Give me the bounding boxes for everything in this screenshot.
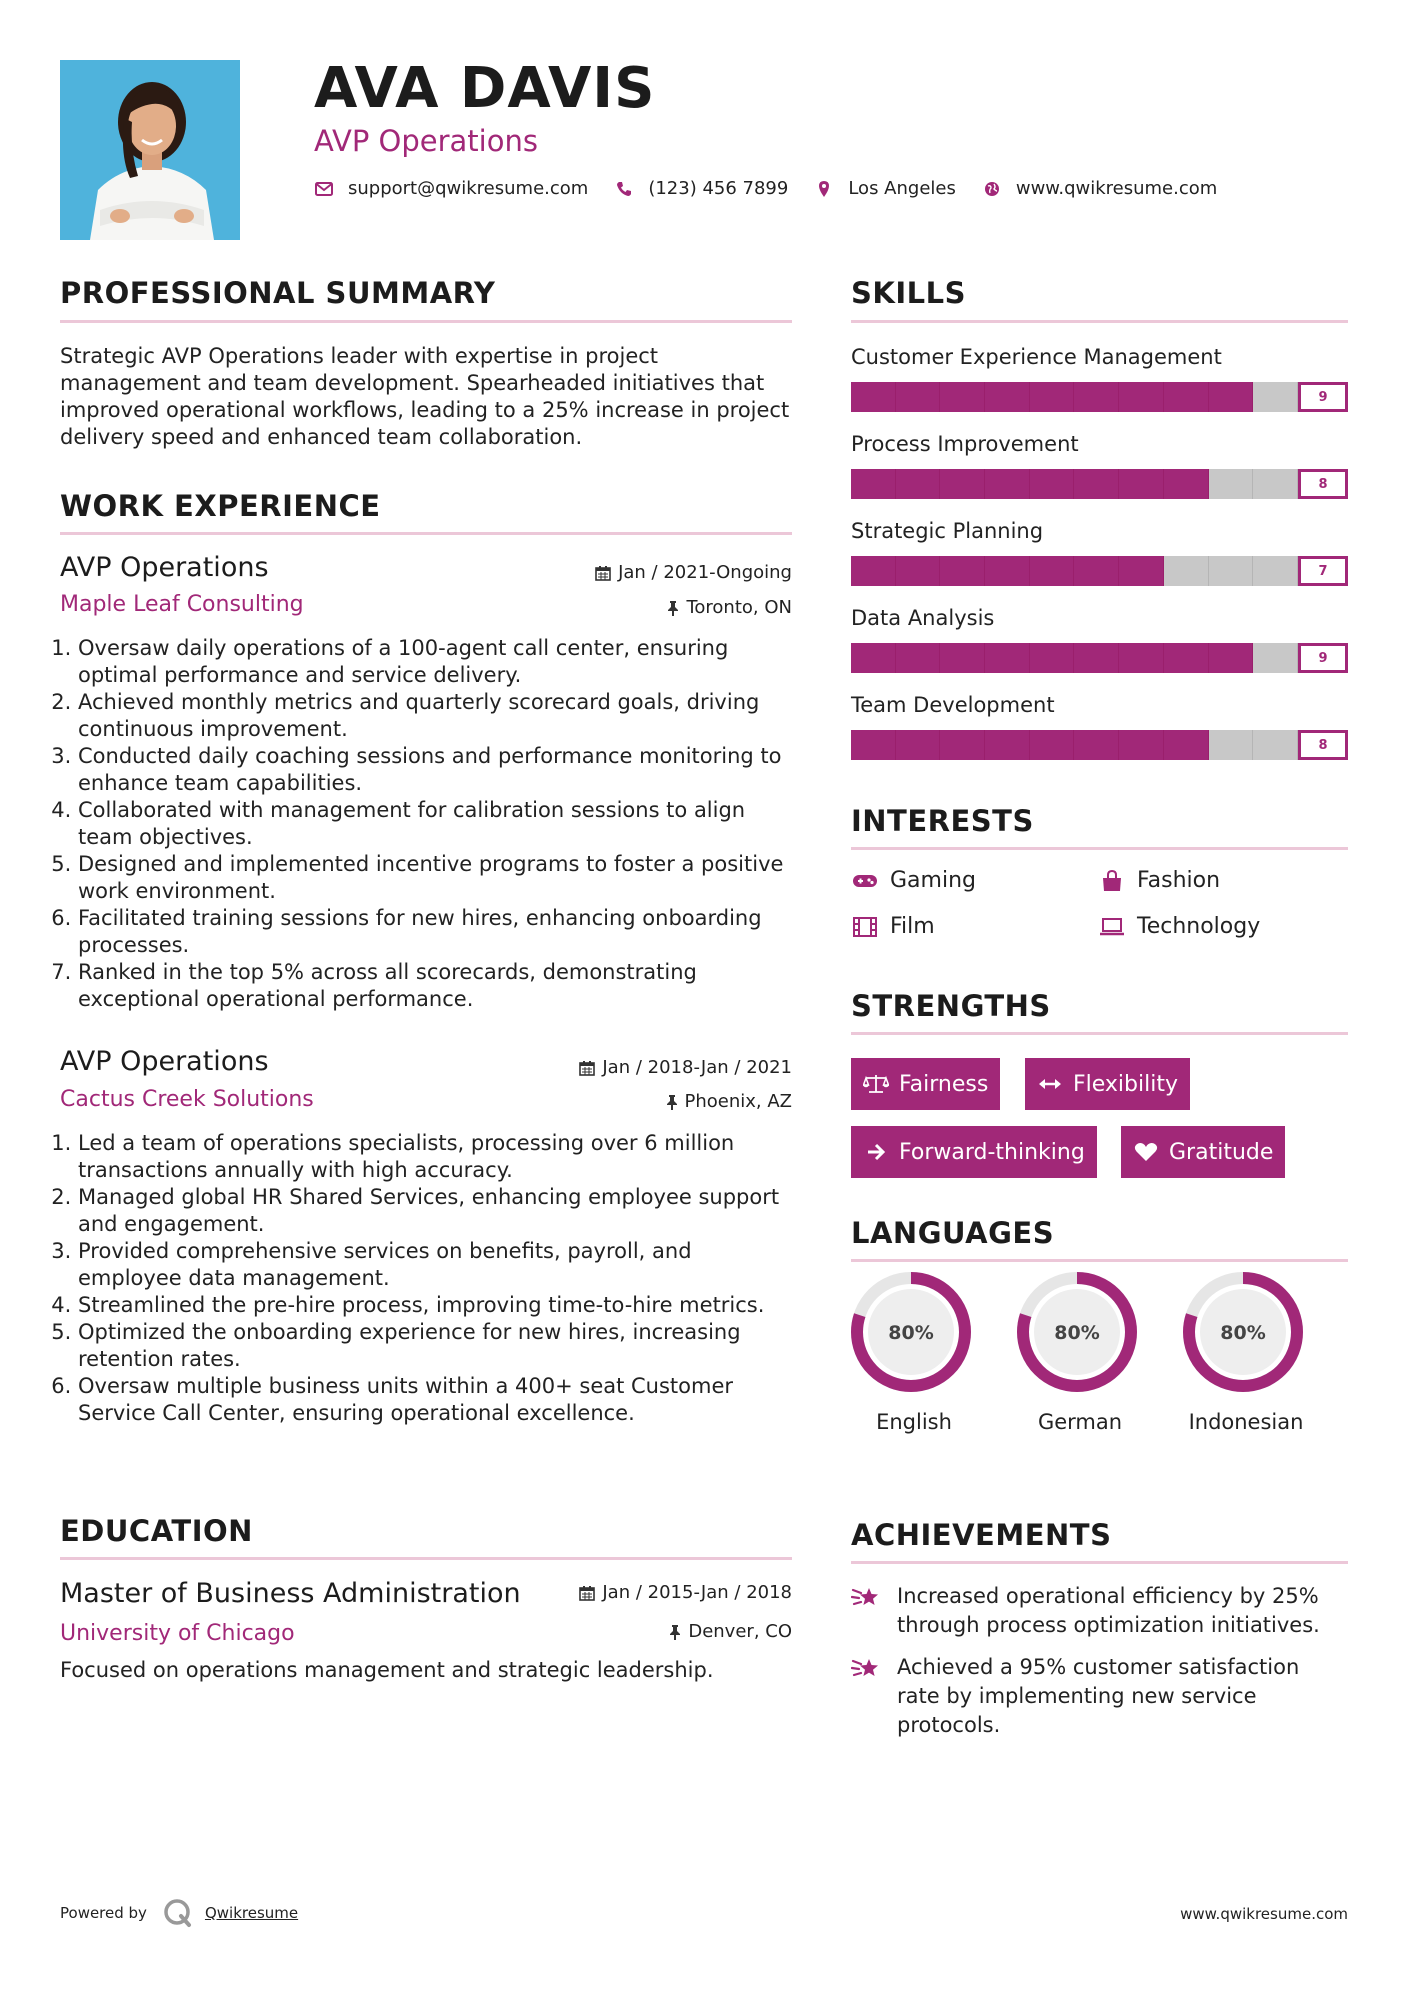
skill-bar-segment <box>851 643 896 673</box>
shooting-star-icon <box>851 1584 881 1612</box>
phone-text: (123) 456 7899 <box>648 178 789 199</box>
interest-item: Fashion <box>1098 868 1220 893</box>
achievement-item: Increased operational efficiency by 25% through process optimization initiatives. <box>851 1582 1348 1640</box>
skill-bar-segment <box>985 469 1030 499</box>
language-progress-ring <box>1181 1270 1305 1394</box>
interest-item: Film <box>851 914 935 939</box>
education-heading: EDUCATION <box>60 1514 253 1548</box>
language-item <box>1007 1270 1147 1394</box>
job-title: AVP Operations <box>60 1046 269 1077</box>
summary-divider <box>60 320 792 323</box>
education-dates: Jan / 2015-Jan / 2018 <box>500 1582 792 1603</box>
calendar-icon <box>579 1060 595 1076</box>
skill-name: Customer Experience Management <box>851 345 1222 369</box>
balance-scale-icon <box>863 1073 889 1095</box>
skill-bar-segment <box>1209 643 1254 673</box>
skills-heading: SKILLS <box>851 276 966 310</box>
calendar-icon <box>595 565 611 581</box>
skill-level-badge: 7 <box>1298 556 1348 586</box>
summary-heading: PROFESSIONAL SUMMARY <box>60 276 496 310</box>
skill-bar-segment <box>1074 730 1119 760</box>
skill-bar-segment <box>940 469 985 499</box>
skill-bar-segment <box>851 556 896 586</box>
pushpin-icon <box>667 600 679 616</box>
film-icon <box>851 915 879 939</box>
skill-bar <box>851 382 1298 412</box>
skill-bar-segment <box>1164 556 1209 586</box>
skill-level-badge: 8 <box>1298 469 1348 499</box>
skill-bar-segment <box>1164 382 1209 412</box>
website-text: www.qwikresume.com <box>1015 178 1218 199</box>
shooting-star-icon <box>851 1655 881 1683</box>
list-item: 2. Achieved monthly metrics and quarterly scorecard goals, driving continuous improvement. <box>78 689 792 743</box>
language-percent-label: 80% <box>1054 1322 1100 1344</box>
skill-bar-segment <box>1030 382 1075 412</box>
map-pin-icon <box>814 179 834 199</box>
skill-bar-segment <box>1253 556 1298 586</box>
profile-photo <box>60 60 240 240</box>
phone-icon <box>614 179 634 199</box>
interest-item: Gaming <box>851 868 976 893</box>
skill-bar-segment <box>896 469 941 499</box>
contact-location <box>814 178 956 199</box>
strength-tag: Fairness <box>851 1058 1000 1110</box>
language-name: German <box>1037 1410 1123 1434</box>
heart-icon <box>1133 1141 1159 1163</box>
language-name: English <box>876 1410 952 1434</box>
education-description: Focused on operations management and strategic leadership. <box>60 1658 714 1682</box>
skill-bar-segment <box>896 556 941 586</box>
contact-website[interactable] <box>982 178 1217 199</box>
skill-bar-segment <box>985 382 1030 412</box>
skill-bar-segment <box>1074 643 1119 673</box>
list-item: 3. Provided comprehensive services on benefits, payroll, and employee data management. <box>78 1238 792 1292</box>
email-text: support@qwikresume.com <box>348 178 589 199</box>
experience-heading: WORK EXPERIENCE <box>60 489 381 523</box>
list-item: 1. Oversaw daily operations of a 100-agent call center, ensuring optimal performance and service delivery. <box>78 635 792 689</box>
skill-bar-segment <box>985 730 1030 760</box>
arrow-right-icon <box>863 1141 889 1163</box>
skill-bar-segment <box>851 382 896 412</box>
list-item: 5. Designed and implemented incentive programs to foster a positive work environment. <box>78 851 792 905</box>
skill-bar <box>851 730 1298 760</box>
interests-heading: INTERESTS <box>851 804 1034 838</box>
skill-bar-segment <box>940 643 985 673</box>
list-item: 2. Managed global HR Shared Services, enhancing employee support and engagement. <box>78 1184 792 1238</box>
skill-name: Process Improvement <box>851 432 1079 456</box>
list-item: 6. Oversaw multiple business units within a 400+ seat Customer Service Call Center, ensuring operational excellence. <box>78 1373 792 1427</box>
interests-divider <box>851 847 1348 850</box>
job-bullets <box>60 1130 792 1427</box>
achievements-heading: ACHIEVEMENTS <box>851 1518 1112 1552</box>
list-item: 4. Collaborated with management for calibration sessions to align team objectives. <box>78 797 792 851</box>
job-dates: Jan / 2018-Jan / 2021 <box>500 1057 792 1078</box>
skill-bar-segment <box>1119 382 1164 412</box>
language-percent-label: 80% <box>888 1322 934 1344</box>
calendar-icon <box>579 1585 595 1601</box>
shopping-bag-icon <box>1098 869 1126 893</box>
summary-text: Strategic AVP Operations leader with expertise in project management and team development. Spearheaded initiatives that improved operational workflows, leading to a 25% increase in project delivery speed and enhanced team collaboration. <box>60 344 790 449</box>
skill-bar-segment <box>940 730 985 760</box>
footer-powered-by: Powered by Qwikresume <box>60 1898 298 1928</box>
skill-bar-segment <box>1119 469 1164 499</box>
candidate-name: AVA DAVIS <box>314 56 656 121</box>
skill-bar-segment <box>940 556 985 586</box>
list-item: 6. Facilitated training sessions for new hires, enhancing onboarding processes. <box>78 905 792 959</box>
skill-name: Data Analysis <box>851 606 995 630</box>
contact-bar <box>314 178 1243 199</box>
skill-bar-segment <box>1074 382 1119 412</box>
skill-bar-segment <box>896 730 941 760</box>
list-item: 7. Ranked in the top 5% across all scorecards, demonstrating exceptional operational performance. <box>78 959 792 1013</box>
job-title: AVP Operations <box>60 552 269 583</box>
skill-bar-segment <box>1030 730 1075 760</box>
skill-bar-segment <box>1209 556 1254 586</box>
education-location: Denver, CO <box>500 1621 792 1642</box>
globe-icon <box>982 179 1002 199</box>
education-school: University of Chicago <box>60 1621 295 1646</box>
education-degree: Master of Business Administration <box>60 1578 521 1609</box>
interest-item: Technology <box>1098 914 1260 939</box>
languages-divider <box>851 1259 1348 1262</box>
skill-level-badge: 9 <box>1298 382 1348 412</box>
candidate-role: AVP Operations <box>314 124 538 158</box>
skill-bar-segment <box>1209 469 1254 499</box>
skill-bar-segment <box>851 469 896 499</box>
skill-bar <box>851 643 1298 673</box>
skill-bar-segment <box>1119 556 1164 586</box>
list-item: 3. Conducted daily coaching sessions and performance monitoring to enhance team capabilities. <box>78 743 792 797</box>
languages-heading: LANGUAGES <box>851 1216 1055 1250</box>
skill-bar-segment <box>985 643 1030 673</box>
skill-bar-segment <box>1253 730 1298 760</box>
skill-bar-segment <box>940 382 985 412</box>
list-item: 1. Led a team of operations specialists, processing over 6 million transactions annually with high accuracy. <box>78 1130 792 1184</box>
skill-bar-segment <box>1119 643 1164 673</box>
list-item: 4. Streamlined the pre-hire process, improving time-to-hire metrics. <box>78 1292 792 1319</box>
achievements-divider <box>851 1561 1348 1564</box>
skill-bar-segment <box>1209 730 1254 760</box>
qwikresume-link[interactable]: Qwikresume <box>204 1904 299 1922</box>
strength-tag: Flexibility <box>1025 1058 1190 1110</box>
strengths-heading: STRENGTHS <box>851 989 1051 1023</box>
location-text: Los Angeles <box>848 178 956 199</box>
strength-tag: Gratitude <box>1121 1126 1285 1178</box>
language-item <box>1173 1270 1313 1394</box>
skill-bar-segment <box>851 730 896 760</box>
footer-website[interactable]: www.qwikresume.com <box>1180 1905 1348 1923</box>
skill-bar-segment <box>1119 730 1164 760</box>
skill-bar-segment <box>1030 469 1075 499</box>
arrows-horizontal-icon <box>1037 1073 1063 1095</box>
skill-bar-segment <box>1253 643 1298 673</box>
skill-level-badge: 8 <box>1298 730 1348 760</box>
pushpin-icon <box>666 1094 678 1110</box>
experience-divider <box>60 532 792 535</box>
laptop-icon <box>1098 915 1126 939</box>
list-item: 5. Optimized the onboarding experience for new hires, increasing retention rates. <box>78 1319 792 1373</box>
strength-tag: Forward-thinking <box>851 1126 1097 1178</box>
strengths-divider <box>851 1032 1348 1035</box>
gamepad-icon <box>851 869 879 893</box>
skill-level-badge: 9 <box>1298 643 1348 673</box>
skill-bar-segment <box>1164 730 1209 760</box>
skill-bar-segment <box>1253 382 1298 412</box>
skill-bar <box>851 556 1298 586</box>
skill-bar-segment <box>1164 643 1209 673</box>
job-company: Maple Leaf Consulting <box>60 592 304 617</box>
job-location: Phoenix, AZ <box>500 1091 792 1112</box>
language-progress-ring <box>1015 1270 1139 1394</box>
job-location: Toronto, ON <box>500 597 792 618</box>
envelope-icon <box>314 179 334 199</box>
skill-name: Strategic Planning <box>851 519 1044 543</box>
skill-bar <box>851 469 1298 499</box>
skill-bar-segment <box>1164 469 1209 499</box>
skill-bar-segment <box>985 556 1030 586</box>
skill-bar-segment <box>1074 556 1119 586</box>
skill-bar-segment <box>1074 469 1119 499</box>
skills-divider <box>851 320 1348 323</box>
skill-bar-segment <box>1030 643 1075 673</box>
pushpin-icon <box>669 1624 681 1640</box>
skill-bar-segment <box>1253 469 1298 499</box>
job-bullets <box>60 635 792 1013</box>
job-company: Cactus Creek Solutions <box>60 1087 314 1112</box>
education-divider <box>60 1557 792 1560</box>
skill-bar-segment <box>896 382 941 412</box>
achievement-item: Achieved a 95% customer satisfaction rate by implementing new service protocols. <box>851 1653 1348 1740</box>
qwikresume-logo-icon <box>163 1898 193 1928</box>
contact-phone[interactable] <box>614 178 788 199</box>
skill-bar-segment <box>1030 556 1075 586</box>
skill-name: Team Development <box>851 693 1055 717</box>
language-progress-ring <box>849 1270 973 1394</box>
language-percent-label: 80% <box>1220 1322 1266 1344</box>
skill-bar-segment <box>1209 382 1254 412</box>
skill-bar-segment <box>896 643 941 673</box>
language-item <box>841 1270 981 1394</box>
language-name: Indonesian <box>1188 1410 1304 1434</box>
contact-email[interactable] <box>314 178 588 199</box>
job-dates: Jan / 2021-Ongoing <box>500 562 792 583</box>
